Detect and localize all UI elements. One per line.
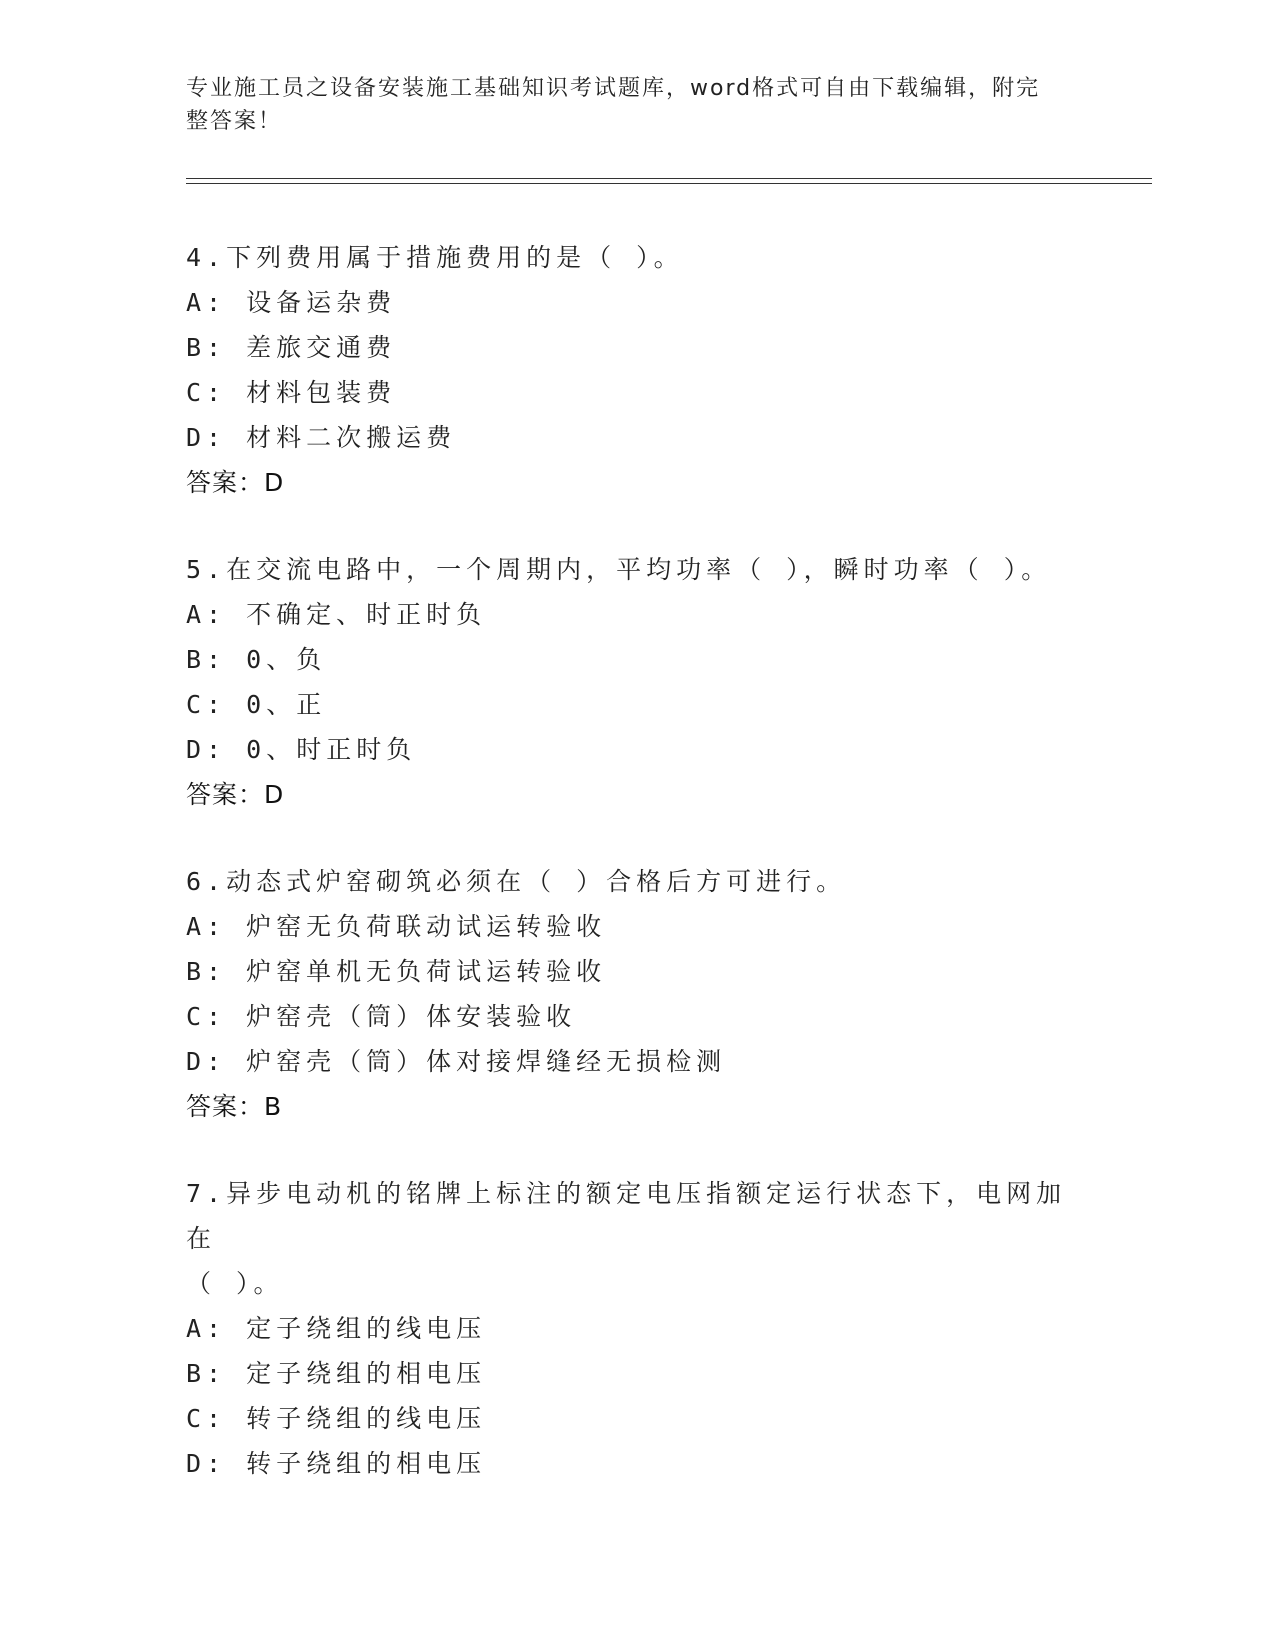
option-a: A: 炉窑无负荷联动试运转验收 (186, 912, 607, 941)
option-c: C: 炉窑壳（筒）体安装验收 (186, 1002, 577, 1031)
option-c: C: 0、正 (186, 690, 327, 719)
option-a: A: 不确定、时正时负 (186, 600, 487, 629)
document-header (186, 72, 1066, 138)
question-stem: 6.动态式炉窑砌筑必须在（ ）合格后方可进行。 (186, 867, 847, 896)
question-5 (186, 547, 1086, 817)
option-d: D: 转子绕组的相电压 (186, 1449, 487, 1478)
question-stem: 7.异步电动机的铭牌上标注的额定电压指额定运行状态下，电网加在 （ ）。 (186, 1179, 1067, 1298)
option-a: A: 定子绕组的线电压 (186, 1314, 487, 1343)
option-d: D: 炉窑壳（筒）体对接焊缝经无损检测 (186, 1047, 727, 1076)
header-line-2: 整答案！ (186, 109, 283, 134)
option-c: C: 材料包装费 (186, 378, 397, 407)
option-a: A: 设备运杂费 (186, 288, 397, 317)
header-divider-top (186, 178, 1152, 179)
answer-line: 答案：D (186, 780, 285, 809)
question-stem: 5.在交流电路中，一个周期内，平均功率（ ），瞬时功率（ ）。 (186, 555, 1052, 584)
question-7 (186, 1171, 1086, 1486)
question-list (186, 235, 1086, 1528)
option-c: C: 转子绕组的线电压 (186, 1404, 487, 1433)
option-d: D: 0、时正时负 (186, 735, 417, 764)
answer-line: 答案：D (186, 468, 285, 497)
question-4 (186, 235, 1086, 505)
option-d: D: 材料二次搬运费 (186, 423, 457, 452)
header-line-1: 专业施工员之设备安装施工基础知识考试题库，word格式可自由下载编辑，附完 (186, 76, 1041, 101)
option-b: B: 差旅交通费 (186, 333, 397, 362)
question-6 (186, 859, 1086, 1129)
answer-line: 答案：B (186, 1092, 283, 1121)
option-b: B: 0、负 (186, 645, 327, 674)
option-b: B: 炉窑单机无负荷试运转验收 (186, 957, 607, 986)
option-b: B: 定子绕组的相电压 (186, 1359, 487, 1388)
question-stem: 4.下列费用属于措施费用的是（ ）。 (186, 243, 684, 272)
header-divider-bottom (186, 183, 1152, 184)
